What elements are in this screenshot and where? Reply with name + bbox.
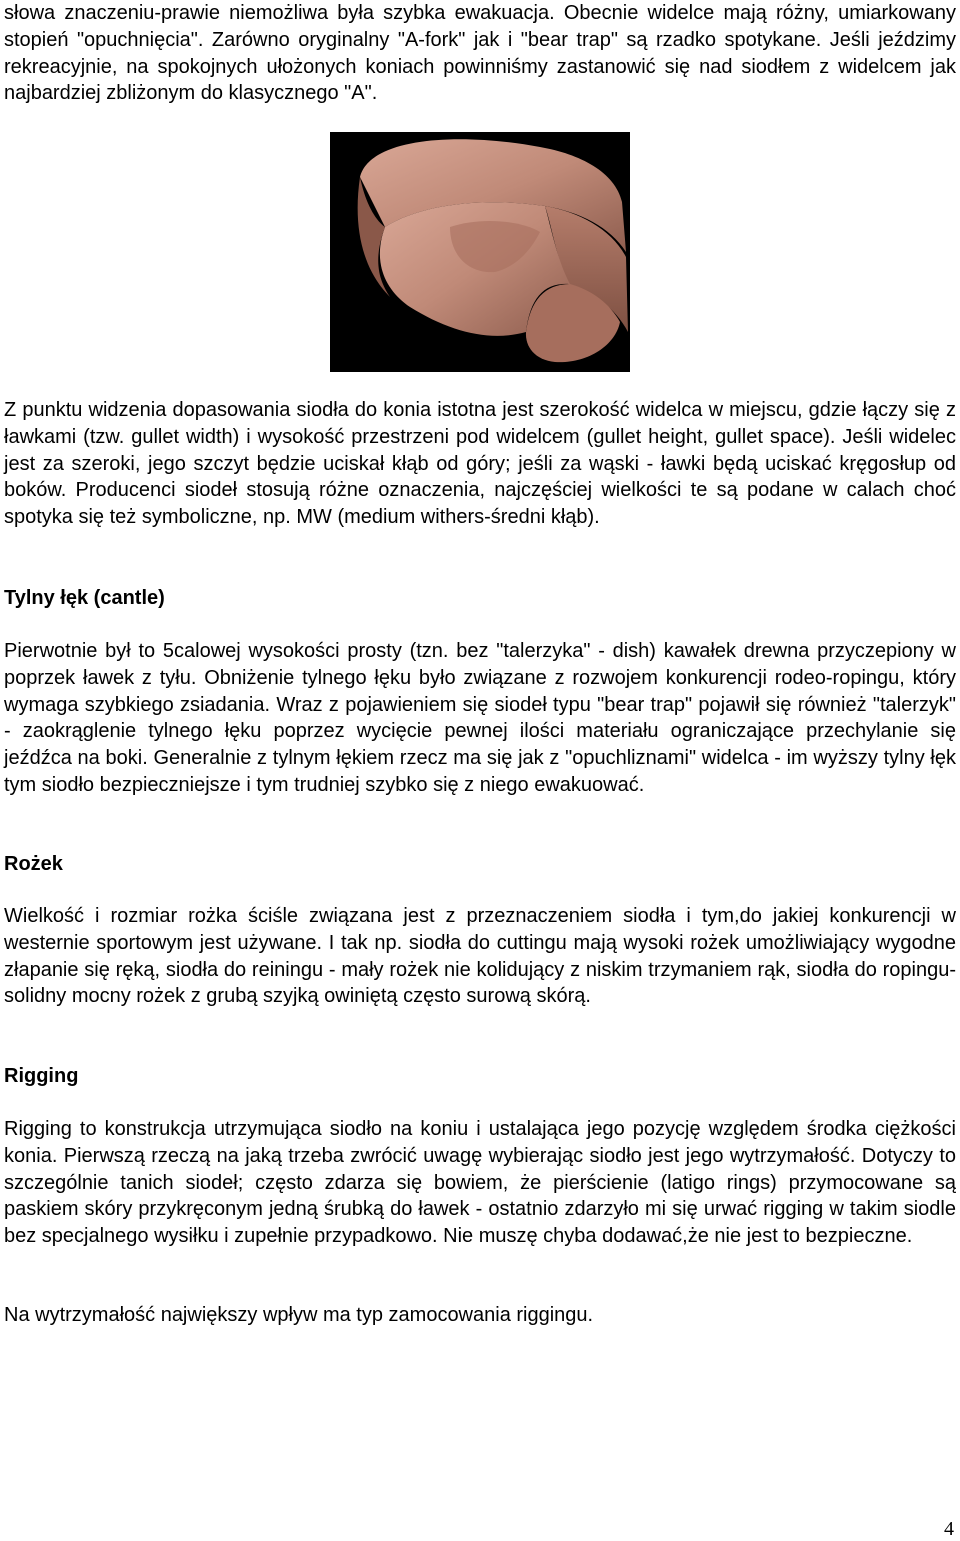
heading-horn: Rożek [4, 853, 63, 875]
saddle-fork-image [330, 132, 630, 372]
saddle-fork-icon [330, 132, 630, 372]
paragraph-gullet: Z punktu widzenia dopasowania siodła do konia istotna jest szerokość widelca w miejscu, gdzie łączy się z ławkami (tzw. gullet width) i wysokość przestrzeni pod widelcem (gullet height, gullet space). Jeśli widelec jest za szeroki, jego szczyt będzie uciskał kłąb od góry; jeśli za wąski - ławki będą uciskać kręgosłup od boków. Producenci siodeł stosują różne oznaczenia, najczęściej wielkości te są podane w calach choć spotyka się też symboliczne, np. MW (medium withers-średni kłąb). [4, 399, 956, 529]
page-number: 4 [944, 1518, 954, 1540]
paragraph-rigging-strength: Na wytrzymałość największy wpływ ma typ zamocowania riggingu. [4, 1304, 594, 1326]
paragraph-cantle: Pierwotnie był to 5calowej wysokości prosty (tzn. bez "talerzyka" - dish) kawałek drewna przyczepiony w poprzek ławek z tyłu. Obniżenie tylnego łęku było związane z rozwojem konkurencji rodeo-ropingu, który wymaga szybkiego zsiadania. Wraz z pojawieniem się siodeł typu "bear trap" pojawił się również "talerzyk" - zaokrąglenie tylnego łęku poprzez wycięcie pewnej ilości materiału ograniczające przechylanie się jeźdźca na boki. Generalnie z tylnym łękiem rzecz ma się jak z "opuchliznami" widelca - im wyższy tylny łęk tym siodło bezpieczniejsze i tym trudniej szybko się z niego ewakuować. [4, 640, 956, 796]
heading-rigging: Rigging [4, 1065, 79, 1087]
heading-cantle: Tylny łęk (cantle) [4, 587, 165, 609]
paragraph-intro: słowa znaczeniu-prawie niemożliwa była szybka ewakuacja. Obecnie widelce mają różny, umiarkowany stopień "opuchnięcia". Zarówno oryginalny "A-fork" jak i "bear trap" są rzadko spotykane. Jeśli jeździmy rekreacyjnie, na spokojnych ułożonych koniach powinniśmy zastanowić się nad siodłem z widelcem jak najbardziej zbliżonym do klasycznego "A". [4, 2, 956, 105]
paragraph-rigging: Rigging to konstrukcja utrzymująca siodło na koniu i ustalająca jego pozycję względem środka ciężkości konia. Pierwszą rzeczą na jaką trzeba zwrócić uwagę wybierając siodło jest jego wytrzymałość. Dotyczy to szczególnie tanich siodeł; często zdarza się bowiem, że pierścienie (latigo rings) przymocowane są paskiem skóry przykręconym jedną śrubką do ławek - ostatnio zdarzyło mi się urwać rigging w takim siodle bez specjalnego wysiłku i zupełnie przypadkowo. Nie muszę chyba dodawać,że nie jest to bezpieczne. [4, 1118, 956, 1248]
paragraph-horn: Wielkość i rozmiar rożka ściśle związana jest z przeznaczeniem siodła i tym,do jakiej konkurencji w westernie sportowym jest używane. I tak np. siodła do cuttingu mają wysoki rożek umożliwiający wygodne złapanie się ręką, siodła do reiningu - mały rożek nie kolidujący z niskim trzymaniem rąk, siodła do ropingu-solidny mocny rożek z grubą szyjką owiniętą często surową skórą. [4, 905, 956, 1008]
